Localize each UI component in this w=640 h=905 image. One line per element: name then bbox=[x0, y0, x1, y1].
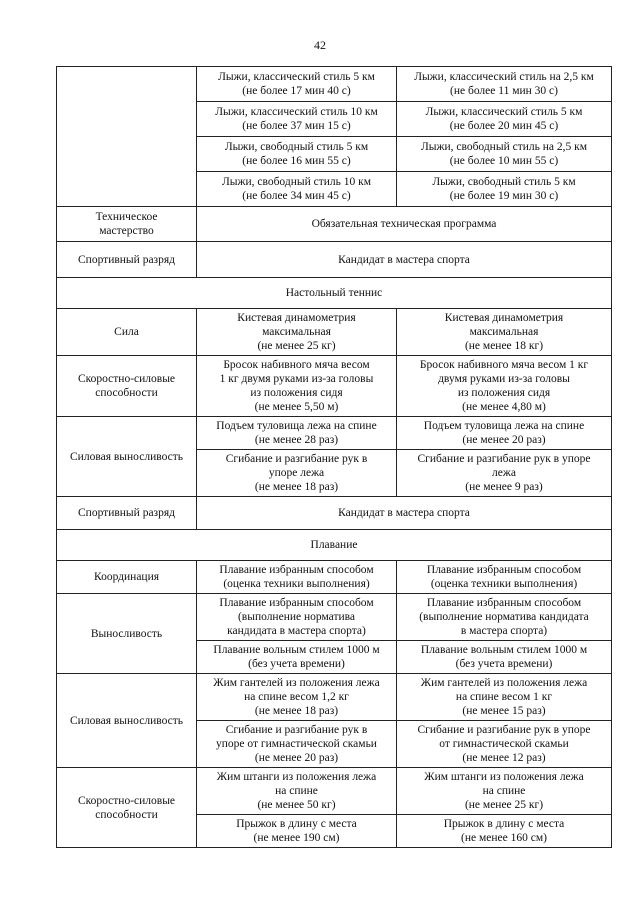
indicator-rank: Спортивный разряд bbox=[57, 242, 197, 278]
norm-cell-female: Жим гантелей из положения лежа на спине весом 1 кг (не менее 15 раз) bbox=[397, 674, 612, 721]
norm-cell-female: Прыжок в длину с места (не менее 160 см) bbox=[397, 815, 612, 848]
indicator-strength-endurance: Силовая выносливость bbox=[57, 417, 197, 497]
norm-cell-female: Плавание вольным стилем 1000 м (без учета времени) bbox=[397, 641, 612, 674]
norm-cell-female: Подъем туловища лежа на спине (не менее 20 раз) bbox=[397, 417, 612, 450]
norm-cell-female: Плавание избранным способом (выполнение норматива кандидата в мастера спорта) bbox=[397, 594, 612, 641]
norm-cell-male: Прыжок в длину с места (не менее 190 см) bbox=[197, 815, 397, 848]
page-number: 42 bbox=[314, 38, 326, 52]
indicator-speed-strength: Скоростно-силовые способности bbox=[57, 356, 197, 417]
indicator-rank: Спортивный разряд bbox=[57, 497, 197, 530]
indicator-speed-strength: Скоростно-силовые способности bbox=[57, 768, 197, 848]
norm-cell-male: Лыжи, свободный стиль 5 км (не более 16 мин 55 с) bbox=[197, 137, 397, 172]
table-row bbox=[57, 417, 612, 450]
indicator-coordination: Координация bbox=[57, 561, 197, 594]
table-row bbox=[57, 207, 612, 242]
norm-cell-female: Лыжи, свободный стиль на 2,5 км (не более 10 мин 55 с) bbox=[397, 137, 612, 172]
norm-cell-male: Лыжи, свободный стиль 10 км (не более 34 мин 45 с) bbox=[197, 172, 397, 207]
technical-program: Обязательная техническая программа bbox=[197, 207, 612, 242]
norm-cell-male: Жим гантелей из положения лежа на спине весом 1,2 кг (не менее 18 раз) bbox=[197, 674, 397, 721]
table-row bbox=[57, 67, 612, 102]
norm-cell-female: Лыжи, классический стиль 5 км (не более 20 мин 45 с) bbox=[397, 102, 612, 137]
section-title-swimming: Плавание bbox=[57, 530, 612, 561]
table-row bbox=[57, 497, 612, 530]
norm-cell-male: Лыжи, классический стиль 5 км (не более 17 мин 40 с) bbox=[197, 67, 397, 102]
norm-cell-male: Подъем туловища лежа на спине (не менее 28 раз) bbox=[197, 417, 397, 450]
table-row bbox=[57, 768, 612, 815]
norm-cell-male: Бросок набивного мяча весом 1 кг двумя руками из-за головы из положения сидя (не менее 5,50 м) bbox=[197, 356, 397, 417]
table-row bbox=[57, 356, 612, 417]
section-row bbox=[57, 530, 612, 561]
norm-cell-female: Бросок набивного мяча весом 1 кг двумя руками из-за головы из положения сидя (не менее 4,80 м) bbox=[397, 356, 612, 417]
norm-cell-female: Лыжи, классический стиль на 2,5 км (не более 11 мин 30 с) bbox=[397, 67, 612, 102]
indicator-endurance: Выносливость bbox=[57, 594, 197, 674]
table-row bbox=[57, 242, 612, 278]
empty-indicator-cell bbox=[57, 67, 197, 207]
norm-cell-male: Плавание избранным способом (оценка техники выполнения) bbox=[197, 561, 397, 594]
table-row bbox=[57, 561, 612, 594]
table-row bbox=[57, 674, 612, 721]
rank-value: Кандидат в мастера спорта bbox=[197, 497, 612, 530]
section-title-table-tennis: Настольный теннис bbox=[57, 278, 612, 309]
norm-cell-female: Жим штанги из положения лежа на спине (не менее 25 кг) bbox=[397, 768, 612, 815]
norm-cell-male: Лыжи, классический стиль 10 км (не более 37 мин 15 с) bbox=[197, 102, 397, 137]
norms-table bbox=[56, 66, 612, 848]
norm-cell-female: Плавание избранным способом (оценка техники выполнения) bbox=[397, 561, 612, 594]
norm-cell-female: Кистевая динамометрия максимальная (не менее 18 кг) bbox=[397, 309, 612, 356]
norm-cell-male: Сгибание и разгибание рук в упоре от гимнастической скамьи (не менее 20 раз) bbox=[197, 721, 397, 768]
section-row bbox=[57, 278, 612, 309]
norm-cell-male: Жим штанги из положения лежа на спине (не менее 50 кг) bbox=[197, 768, 397, 815]
norm-cell-female: Лыжи, свободный стиль 5 км (не более 19 мин 30 с) bbox=[397, 172, 612, 207]
indicator-technical: Техническое мастерство bbox=[57, 207, 197, 242]
norm-cell-male: Плавание вольным стилем 1000 м (без учета времени) bbox=[197, 641, 397, 674]
indicator-strength: Сила bbox=[57, 309, 197, 356]
indicator-strength-endurance: Силовая выносливость bbox=[57, 674, 197, 768]
norm-cell-male: Сгибание и разгибание рук в упоре лежа (не менее 18 раз) bbox=[197, 450, 397, 497]
table-row bbox=[57, 309, 612, 356]
norm-cell-male: Кистевая динамометрия максимальная (не менее 25 кг) bbox=[197, 309, 397, 356]
norm-cell-female: Сгибание и разгибание рук в упоре лежа (не менее 9 раз) bbox=[397, 450, 612, 497]
norm-cell-male: Плавание избранным способом (выполнение норматива кандидата в мастера спорта) bbox=[197, 594, 397, 641]
norm-cell-female: Сгибание и разгибание рук в упоре от гимнастической скамьи (не менее 12 раз) bbox=[397, 721, 612, 768]
table-row bbox=[57, 594, 612, 641]
rank-value: Кандидат в мастера спорта bbox=[197, 242, 612, 278]
